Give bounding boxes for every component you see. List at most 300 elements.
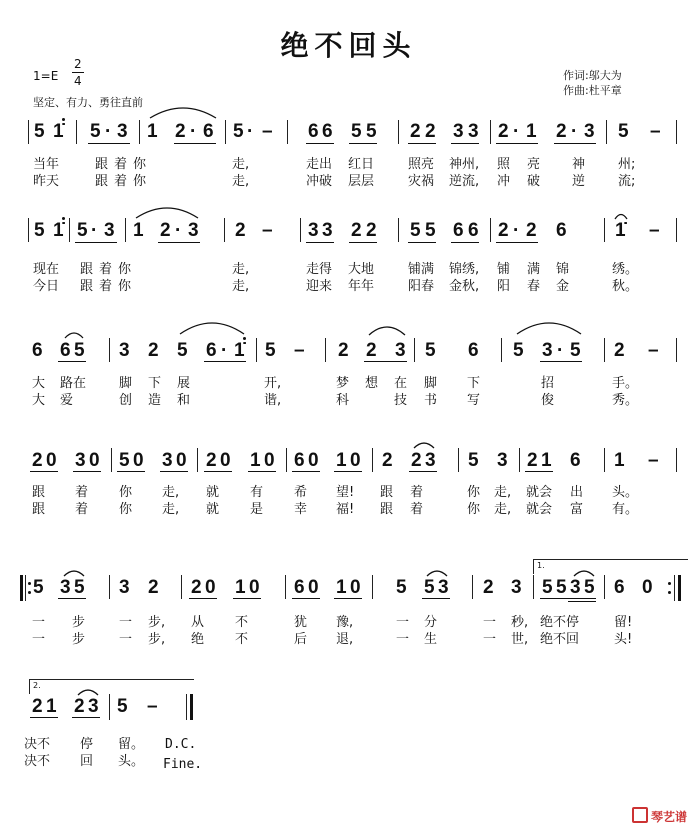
beam — [72, 717, 100, 718]
note: 5 — [618, 121, 629, 142]
barline — [490, 218, 491, 242]
lyric: 绣。 — [612, 262, 639, 277]
lyric: 绝 — [191, 632, 205, 647]
note: 6 — [322, 121, 333, 142]
lyric: 和 — [177, 393, 191, 408]
lyric: 决不 — [24, 754, 51, 769]
note: 0 — [350, 577, 361, 598]
beam — [334, 598, 362, 599]
lyric: 当年 — [33, 157, 60, 172]
dash: – — [648, 340, 659, 361]
note: 2 — [32, 696, 43, 717]
lyric: 就 — [206, 502, 220, 517]
lyric: 锦 — [556, 262, 570, 277]
lyricist: 作词:邬大为 — [563, 69, 622, 82]
watermark-logo — [632, 807, 687, 825]
repeat-dot — [668, 582, 671, 585]
lyric: 今日 — [33, 279, 60, 294]
lyric: 想 — [365, 376, 379, 391]
lyric: 走得 — [306, 262, 333, 277]
beam — [568, 601, 596, 602]
note: 2 — [498, 121, 509, 142]
note: 6 — [308, 121, 319, 142]
note: 2 — [498, 220, 509, 241]
dash: – — [147, 696, 158, 717]
note: 3 — [497, 450, 508, 471]
note: 2 — [425, 121, 436, 142]
lyric: 走, — [232, 174, 250, 189]
lyric: 走, — [162, 502, 180, 517]
beam — [88, 143, 130, 144]
first-ending-label: 1. — [537, 561, 545, 570]
dash: – — [649, 220, 660, 241]
beam — [292, 471, 320, 472]
note: 3 — [425, 450, 436, 471]
note: 5 — [265, 340, 276, 361]
octave-dot — [62, 217, 65, 220]
note: 6 — [556, 220, 567, 241]
repeat-end-thin — [674, 575, 675, 601]
note: 1 — [336, 450, 347, 471]
note: 0 — [46, 450, 57, 471]
note: 3 — [438, 577, 449, 598]
repeat-dot — [668, 591, 671, 594]
lyric: 走, — [494, 485, 512, 500]
note: 5 — [396, 577, 407, 598]
note: 2 — [175, 121, 186, 142]
lyric: 步, — [148, 615, 166, 630]
dc-marking: D.C. — [165, 737, 197, 752]
lyric: 头! — [614, 632, 633, 647]
dash: – — [262, 121, 273, 142]
beam — [189, 598, 217, 599]
lyric: 一 — [396, 615, 410, 630]
lyric: 破 — [527, 174, 541, 189]
note: 2 — [32, 450, 43, 471]
note: 1 — [526, 121, 537, 142]
slur — [76, 685, 100, 697]
repeat-dot — [28, 582, 31, 585]
lyric: 一 — [483, 615, 497, 630]
barline — [325, 338, 326, 362]
note: 5 — [424, 577, 435, 598]
beam — [408, 143, 436, 144]
lyric: 跟着你 — [80, 279, 138, 294]
barline — [28, 120, 29, 144]
beam — [160, 471, 188, 472]
lyric: 展 — [177, 376, 191, 391]
lyric: 秋。 — [612, 279, 639, 294]
lyric: 步 — [72, 615, 86, 630]
lyric: 走, — [232, 279, 250, 294]
lyric: 亮 — [527, 157, 541, 172]
lyric: 下 — [467, 376, 481, 391]
note: 0 — [308, 450, 319, 471]
slur — [178, 318, 246, 336]
note: 0 — [249, 577, 260, 598]
barline — [69, 218, 70, 242]
lyric: 书 — [424, 393, 438, 408]
key-signature: 1=E — [33, 69, 59, 83]
lyric: 跟 — [380, 502, 394, 517]
barline — [458, 448, 459, 472]
time-signature-bottom: 4 — [74, 74, 82, 88]
fermata — [614, 212, 628, 220]
note: 1 — [133, 220, 144, 241]
note-dot: · — [221, 340, 228, 361]
beam — [554, 143, 596, 144]
barline — [109, 575, 110, 599]
lyric: 开, — [264, 376, 282, 391]
slur — [515, 318, 583, 336]
dash: – — [262, 220, 273, 241]
repeat-dot — [28, 591, 31, 594]
lyric: 步, — [148, 632, 166, 647]
beam — [75, 242, 117, 243]
beam — [73, 471, 101, 472]
note: 6 — [614, 577, 625, 598]
note: 3 — [395, 340, 406, 361]
repeat-start-thick — [20, 575, 23, 601]
lyric: 谐, — [264, 393, 282, 408]
lyric: 跟 — [380, 485, 394, 500]
note: 3 — [60, 577, 71, 598]
lyric: 冲 — [497, 174, 511, 189]
beam — [248, 471, 276, 472]
lyric: 手。 — [612, 376, 639, 391]
barline — [111, 448, 112, 472]
barline — [676, 218, 677, 242]
note: 2 — [206, 450, 217, 471]
note: 3 — [453, 121, 464, 142]
lyric: 留! — [614, 615, 633, 630]
note: 6 — [468, 340, 479, 361]
barline — [286, 448, 287, 472]
beam — [496, 143, 538, 144]
beam — [292, 598, 320, 599]
repeat-end-thick — [678, 575, 681, 601]
note: 0 — [264, 450, 275, 471]
note: 3 — [88, 696, 99, 717]
slur — [62, 566, 86, 578]
lyric: 逆 — [572, 174, 586, 189]
lyric: 福! — [336, 502, 355, 517]
lyric: 有 — [250, 485, 264, 500]
beam — [409, 471, 437, 472]
note: 1 — [250, 450, 261, 471]
note: 5 — [366, 121, 377, 142]
barline — [300, 218, 301, 242]
barline — [139, 120, 140, 144]
barline — [604, 218, 605, 242]
slur — [412, 438, 436, 450]
lyric: 跟着你 — [95, 157, 153, 172]
lyric: 幸 — [294, 502, 308, 517]
barline — [125, 218, 126, 242]
note: 0 — [308, 577, 319, 598]
note: 5 — [74, 577, 85, 598]
note: 6 — [453, 220, 464, 241]
lyric: 创 — [119, 393, 133, 408]
beam — [204, 471, 232, 472]
lyric: 着 — [410, 485, 424, 500]
lyric: 走, — [162, 485, 180, 500]
beam — [334, 471, 362, 472]
note: 6 — [60, 340, 71, 361]
lyric: 走, — [494, 502, 512, 517]
lyric: 决不 — [24, 737, 51, 752]
beam — [58, 598, 86, 599]
note: 5 — [74, 340, 85, 361]
note: 5 — [513, 340, 524, 361]
lyric: 回 — [80, 754, 94, 769]
tempo-marking: 坚定、有力、勇往直前 — [33, 96, 143, 109]
note: 2 — [366, 220, 377, 241]
lyric: 着 — [410, 502, 424, 517]
note: 2 — [556, 121, 567, 142]
lyric: 走, — [232, 157, 250, 172]
lyric: 留。 — [118, 737, 145, 752]
note: 2 — [148, 340, 159, 361]
lyric: 大 — [32, 376, 46, 391]
lyric: 走, — [232, 262, 250, 277]
note: 5 — [177, 340, 188, 361]
second-ending-label: 2. — [33, 681, 41, 690]
lyric: 一 — [32, 615, 46, 630]
lyric: 绝不回 — [540, 632, 580, 647]
note-dot: · — [513, 220, 520, 241]
note: 0 — [350, 450, 361, 471]
note: 3 — [188, 220, 199, 241]
final-barline-thin — [186, 694, 187, 720]
note: 5 — [584, 577, 595, 598]
lyric: 头。 — [612, 485, 639, 500]
lyric: 阳春 — [408, 279, 435, 294]
barline — [109, 338, 110, 362]
lyric: 大 — [32, 393, 46, 408]
beam — [306, 143, 334, 144]
slur — [572, 566, 596, 578]
beam — [58, 361, 86, 362]
note: 5 — [425, 340, 436, 361]
barline — [287, 120, 288, 144]
lyric: 走出 — [306, 157, 333, 172]
lyric: 一 — [32, 632, 46, 647]
note: 5 — [556, 577, 567, 598]
lyric: 迎来 — [306, 279, 333, 294]
barline — [372, 575, 373, 599]
note: 5 — [233, 121, 244, 142]
lyric: 俊 — [541, 393, 555, 408]
note: 2 — [74, 696, 85, 717]
note: 2 — [338, 340, 349, 361]
note: 0 — [176, 450, 187, 471]
time-signature-top: 2 — [74, 57, 82, 71]
slur — [367, 323, 407, 337]
note: 1̇ — [615, 220, 626, 241]
lyric: 招 — [541, 376, 555, 391]
barline — [197, 448, 198, 472]
first-ending-bracket — [533, 559, 688, 574]
note: 5 — [117, 696, 128, 717]
dash: – — [650, 121, 661, 142]
note: 5 — [34, 121, 45, 142]
note: 1̇ — [53, 220, 64, 241]
lyric: 铺满 — [408, 262, 435, 277]
lyric: 流; — [618, 174, 636, 189]
note: 5 — [425, 220, 436, 241]
octave-dot — [243, 337, 246, 340]
lyric: 造 — [148, 393, 162, 408]
lyric: 着 — [75, 502, 89, 517]
lyric: 一 — [396, 632, 410, 647]
lyric: 阳 — [497, 279, 511, 294]
beam — [306, 242, 334, 243]
beam — [30, 471, 58, 472]
beam — [496, 242, 538, 243]
lyric: 昨天 — [33, 174, 60, 189]
barline — [676, 338, 677, 362]
note: 1̇ — [53, 121, 64, 142]
lyric: 就会 — [526, 502, 553, 517]
note: 5 — [410, 220, 421, 241]
note: 3 — [468, 121, 479, 142]
watermark-text: 琴艺谱 — [650, 810, 687, 824]
barline — [28, 218, 29, 242]
lyric: 照 — [497, 157, 511, 172]
note: 1 — [147, 121, 158, 142]
note: 2 — [411, 450, 422, 471]
lyric: 跟 — [32, 485, 46, 500]
lyric: 是 — [250, 502, 264, 517]
lyric: 退, — [336, 632, 354, 647]
note: 2 — [526, 220, 537, 241]
lyric: 世, — [511, 632, 529, 647]
beam — [349, 143, 377, 144]
lyric: 一 — [119, 632, 133, 647]
fine-marking: Fine. — [163, 757, 203, 772]
barline — [606, 120, 607, 144]
note: 1̇ — [234, 340, 245, 361]
barline — [256, 338, 257, 362]
note: 1 — [46, 696, 57, 717]
note: 5 — [77, 220, 88, 241]
lyric: 一 — [483, 632, 497, 647]
page-title: 绝不回头 — [280, 29, 417, 62]
lyric: 锦绣, — [449, 262, 480, 277]
note: 0 — [89, 450, 100, 471]
note: 2 — [148, 577, 159, 598]
beam — [451, 143, 479, 144]
note: 6 — [294, 577, 305, 598]
lyric: 生 — [424, 632, 438, 647]
barline — [414, 338, 415, 362]
barline — [676, 120, 677, 144]
beam — [525, 471, 553, 472]
barline — [676, 448, 677, 472]
lyric: 爱 — [60, 393, 74, 408]
note: 5 — [33, 577, 44, 598]
note: 6 — [203, 121, 214, 142]
lyric: 犹 — [294, 615, 308, 630]
note: 3 — [104, 220, 115, 241]
lyric: 不 — [235, 615, 249, 630]
beam — [30, 717, 58, 718]
slur — [425, 566, 449, 578]
note: 3 — [117, 121, 128, 142]
lyric: 层层 — [348, 174, 375, 189]
lyric: 州; — [618, 157, 636, 172]
note: 0 — [205, 577, 216, 598]
note: 5 — [351, 121, 362, 142]
note: 1 — [614, 450, 625, 471]
note: 2 — [235, 220, 246, 241]
note: 3 — [75, 450, 86, 471]
lyric: 出 — [570, 485, 584, 500]
lyric: 春 — [527, 279, 541, 294]
lyric: 秒, — [511, 615, 529, 630]
note: 0 — [642, 577, 653, 598]
lyric: 大地 — [348, 262, 375, 277]
note: 2 — [527, 450, 538, 471]
lyric: 秀。 — [612, 393, 639, 408]
note: 2 — [382, 450, 393, 471]
lyric: 铺 — [497, 262, 511, 277]
barline — [109, 694, 110, 720]
lyric: 在 — [394, 376, 408, 391]
note: 3 — [119, 577, 130, 598]
beam — [349, 242, 377, 243]
note: 5 — [90, 121, 101, 142]
barline — [604, 338, 605, 362]
lyric: 你 — [119, 502, 133, 517]
lyric: 停 — [80, 737, 94, 752]
barline — [519, 448, 520, 472]
lyric: 技 — [394, 393, 408, 408]
note: 5 — [542, 577, 553, 598]
lyric: 金秋, — [449, 279, 480, 294]
slur — [148, 104, 218, 120]
logo-icon — [632, 807, 648, 823]
dash: – — [294, 340, 305, 361]
lyric: 科 — [336, 393, 350, 408]
note: 2 — [366, 340, 377, 361]
composer: 作曲:杜平章 — [563, 84, 622, 97]
barline — [604, 575, 605, 599]
barline — [604, 448, 605, 472]
note-dot: · — [190, 121, 197, 142]
note: 3 — [542, 340, 553, 361]
beam — [422, 598, 450, 599]
note: 1 — [541, 450, 552, 471]
beam — [158, 242, 200, 243]
lyric: 满 — [527, 262, 541, 277]
note-dot: · — [571, 121, 578, 142]
lyric: 就 — [206, 485, 220, 500]
note: 5 — [34, 220, 45, 241]
note: 5 — [468, 450, 479, 471]
lyric: 照亮 — [408, 157, 435, 172]
second-ending-bracket — [29, 679, 194, 694]
barline — [76, 120, 77, 144]
beam — [540, 598, 596, 599]
note-dot: · — [91, 220, 98, 241]
lyric: 跟着你 — [95, 174, 153, 189]
beam — [364, 361, 407, 362]
lyric: 脚 — [119, 376, 133, 391]
note-dot: · — [513, 121, 520, 142]
lyric: 着 — [75, 485, 89, 500]
